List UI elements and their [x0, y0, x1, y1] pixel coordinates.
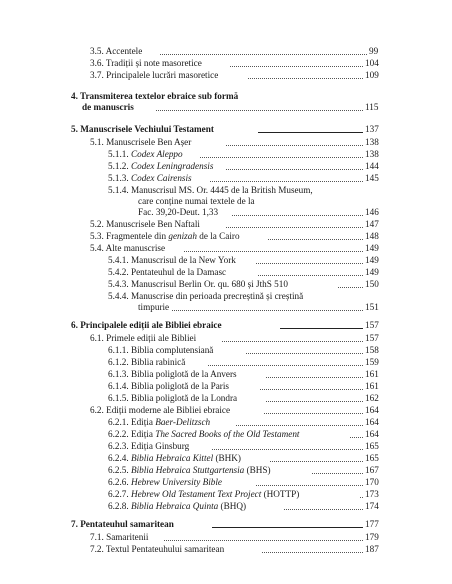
entry-title: Biblia poliglotă de la Anvers: [130, 369, 237, 379]
entry-number: 6.2.4.: [108, 453, 129, 463]
entry-page: 149: [365, 267, 379, 277]
entry-page: 147: [365, 219, 379, 229]
entry-number: 6.: [71, 320, 78, 330]
entry-page: 165: [365, 453, 379, 463]
dot-leader: [350, 437, 363, 438]
toc-entry-5-1-4-cont: [0, 196, 452, 207]
entry-title: Manuscrisul MS. Or. 4445 de la British Museum,: [130, 185, 313, 195]
entry-title-italic: The Sacred Books of the Old Testament: [155, 429, 300, 439]
toc-entry-5-4-4: [0, 291, 452, 302]
toc-entry-6-1: [0, 333, 452, 344]
entry-number: 3.6.: [90, 58, 104, 68]
toc-entry-3-5: [0, 46, 452, 57]
toc-entry-4: [0, 91, 452, 102]
entry-page: 170: [365, 477, 379, 487]
entry-title: Manuscrisul de la New York: [130, 255, 236, 265]
entry-title: Accentele: [105, 46, 143, 56]
toc-entry-5-4: [0, 243, 452, 254]
entry-page: 150: [365, 279, 379, 289]
entry-page: 115: [365, 102, 379, 112]
entry-title-italic: Hebrew University Bible: [130, 477, 222, 487]
entry-number: 6.1.3.: [108, 369, 129, 379]
entry-number: 5.1.1.: [108, 149, 129, 159]
entry-page: 157: [365, 333, 379, 343]
entry-title: Transmiterea textelor ebraice sub formă: [80, 91, 239, 101]
entry-title-cont: timpurie: [138, 302, 170, 312]
entry-title-italic: Baer-Delitzsch: [155, 417, 211, 427]
dot-leader: [210, 181, 363, 182]
entry-number: 5.4.3.: [108, 279, 129, 289]
toc-entry-5-1-2: [0, 161, 452, 172]
entry-number: 6.2.7.: [108, 489, 129, 499]
entry-title-cont: Fac. 39,20-Deut. 1,33: [138, 207, 219, 217]
entry-number: 5.1.2.: [108, 161, 129, 171]
entry-number: 4.: [71, 91, 78, 101]
entry-page: 145: [365, 173, 379, 183]
entry-page: 164: [365, 417, 379, 427]
entry-page: 138: [365, 137, 379, 147]
toc-entry-5-4-4-cont: [0, 302, 452, 313]
dot-leader: [226, 145, 363, 146]
toc-entry-3-6: [0, 58, 452, 69]
entry-title: Ediții moderne ale Bibliei ebraice: [106, 405, 231, 415]
toc-entry-5-3: [0, 231, 452, 242]
dot-leader: [164, 540, 363, 541]
entry-number: 6.1.2.: [108, 357, 129, 367]
entry-title: Textul Pentateuhului samaritean: [105, 544, 225, 554]
toc-entry-6-1-2: [0, 357, 452, 368]
toc-entry-7: [0, 519, 452, 530]
toc-entry-6: [0, 320, 452, 331]
rule-leader: [280, 328, 363, 329]
toc-entry-5-1-4-cont2: [0, 207, 452, 218]
entry-page: 138: [365, 149, 379, 159]
entry-number: 5.2.: [90, 219, 104, 229]
entry-title: Codex Leningradensis: [130, 161, 214, 171]
toc-entry-7-2: [0, 544, 452, 555]
dot-leader: [208, 365, 363, 366]
entry-number: 5.4.4.: [108, 291, 129, 301]
entry-page: 104: [365, 58, 379, 68]
entry-number: 3.7.: [90, 70, 104, 80]
entry-title: Pentateuhul samaritean: [80, 519, 174, 529]
dot-leader: [266, 401, 363, 402]
dot-leader: [264, 413, 363, 414]
entry-number: 6.1.: [90, 333, 104, 343]
entry-number: 6.2.5.: [108, 465, 129, 475]
toc-entry-5-4-2: [0, 267, 452, 278]
rule-leader: [212, 527, 363, 528]
toc-entry-5-2: [0, 219, 452, 230]
entry-page: 148: [365, 231, 379, 241]
dot-leader: [226, 227, 363, 228]
entry-title-italic: Biblia Hebraica Quinta: [130, 501, 219, 511]
entry-number: 6.2.: [90, 405, 104, 415]
entry-page: 164: [365, 429, 379, 439]
entry-page: 177: [365, 519, 379, 529]
dot-leader: [312, 473, 363, 474]
entry-page: 167: [365, 465, 379, 475]
entry-page: 149: [365, 243, 379, 253]
entry-title: Manuscrise din perioada precreștină și creștină: [130, 291, 304, 301]
entry-title: Ediția: [130, 429, 156, 439]
entry-title-post: (BHS): [244, 465, 271, 475]
entry-page: 187: [365, 544, 379, 554]
entry-page: 161: [365, 369, 379, 379]
toc-entry-5-4-3: [0, 279, 452, 290]
toc-entry-6-1-1: [0, 345, 452, 356]
toc-entry-6-1-5: [0, 393, 452, 404]
toc-entry-5-1-3: [0, 173, 452, 184]
dot-leader: [338, 287, 363, 288]
dot-leader: [270, 461, 363, 462]
entry-title: Codex Aleppo: [130, 149, 183, 159]
dot-leader: [184, 251, 363, 252]
dot-leader: [172, 310, 363, 311]
entry-page: 99: [369, 46, 379, 56]
entry-number: 6.1.4.: [108, 381, 129, 391]
entry-title: Codex Cairensis: [130, 173, 192, 183]
dot-leader: [230, 66, 363, 67]
entry-title-cont: de manuscris: [82, 102, 134, 112]
entry-page: 137: [365, 124, 379, 134]
dot-leader: [360, 497, 363, 498]
dot-leader: [258, 275, 363, 276]
toc-entry-6-1-4: [0, 381, 452, 392]
entry-title-italic: Biblia Hebraica Kittel: [130, 453, 214, 463]
entry-number: 6.2.1.: [108, 417, 129, 427]
toc-entry-6-2: [0, 405, 452, 416]
entry-number: 7.2.: [90, 544, 104, 554]
entry-title: Alte manuscrise: [105, 243, 166, 253]
entry-title-cont: care conține numai textele de la: [138, 196, 255, 206]
dot-leader: [248, 78, 363, 79]
entry-title: Pentateuhul de la Damasc: [130, 267, 227, 277]
toc-entry-6-2-1: [0, 417, 452, 428]
entry-page: 159: [365, 357, 379, 367]
entry-number: 6.2.2.: [108, 429, 129, 439]
entry-number: 5.1.4.: [108, 185, 129, 195]
entry-title: Tradiții și note masoretice: [105, 58, 202, 68]
entry-title: Fragmentele din: [106, 231, 169, 241]
entry-title: Samaritenii: [106, 532, 149, 542]
toc-entry-4-cont: [0, 102, 452, 113]
toc-entry-6-2-2: [0, 429, 452, 440]
entry-page: 149: [365, 255, 379, 265]
entry-title-post: de la Cairo: [196, 231, 240, 241]
entry-title-italic: Biblia Hebraica Stuttgartensia: [130, 465, 245, 475]
entry-title: Primele ediții ale Bibliei: [106, 333, 197, 343]
entry-number: 5.4.2.: [108, 267, 129, 277]
entry-page: 161: [365, 381, 379, 391]
dot-leader: [226, 169, 363, 170]
entry-title: Biblia poliglotă de la Paris: [130, 381, 229, 391]
toc-entry-6-2-4: [0, 453, 452, 464]
entry-page: 151: [365, 302, 379, 312]
entry-title: Ediția: [130, 417, 156, 427]
dot-leader: [156, 110, 363, 111]
entry-title-post: (HOTTP): [261, 489, 300, 499]
entry-page: 144: [365, 161, 379, 171]
dot-leader: [262, 552, 363, 553]
entry-title: Manuscrisele Ben Naftali: [106, 219, 200, 229]
entry-title: Biblia poliglotă de la Londra: [130, 393, 238, 403]
entry-number: 6.2.8.: [108, 501, 129, 511]
toc-entry-5-1-4: [0, 185, 452, 196]
entry-page: 173: [365, 489, 379, 499]
dot-leader: [260, 389, 363, 390]
toc-entry-5-4-1: [0, 255, 452, 266]
toc-entry-6-1-3: [0, 369, 452, 380]
dot-leader: [200, 157, 363, 158]
dot-leader: [256, 485, 363, 486]
entry-title: Manuscrisul Berlin Or. qu. 680 și JthS 510: [130, 279, 288, 289]
toc-entry-7-1: [0, 532, 452, 543]
entry-page: 174: [365, 501, 379, 511]
entry-page: 146: [365, 207, 379, 217]
entry-title-post: (BHK): [213, 453, 241, 463]
entry-number: 5.4.1.: [108, 255, 129, 265]
entry-page: 158: [365, 345, 379, 355]
toc-entry-5-1: [0, 137, 452, 148]
entry-title: Manuscrisele Vechiului Testament: [80, 124, 214, 134]
entry-page: 165: [365, 441, 379, 451]
entry-number: 5.1.: [90, 137, 104, 147]
entry-page: 162: [365, 393, 379, 403]
dot-leader: [232, 215, 363, 216]
toc-entry-6-2-3: [0, 441, 452, 452]
entry-number: 6.1.1.: [108, 345, 129, 355]
toc-entry-3-7: [0, 70, 452, 81]
dot-leader: [222, 341, 363, 342]
entry-title: Principalele lucrări masoretice: [106, 70, 219, 80]
entry-number: 6.2.6.: [108, 477, 129, 487]
toc-entry-6-2-6: [0, 477, 452, 488]
dot-leader: [212, 449, 363, 450]
toc-entry-6-2-5: [0, 465, 452, 476]
entry-number: 3.5.: [90, 46, 104, 56]
entry-title: Biblia complutensiană: [130, 345, 214, 355]
dot-leader: [256, 263, 363, 264]
dot-leader: [236, 425, 363, 426]
entry-number: 6.1.5.: [108, 393, 129, 403]
entry-title: Ediția Ginsburg: [130, 441, 190, 451]
entry-number: 6.2.3.: [108, 441, 129, 451]
entry-title: Manuscrisele Ben Așer: [106, 137, 192, 147]
entry-number: 7.: [71, 519, 78, 529]
entry-page: 109: [365, 70, 379, 80]
entry-number: 5.3.: [90, 231, 104, 241]
dot-leader: [160, 54, 367, 55]
toc-entry-6-2-8: [0, 501, 452, 512]
rule-leader: [258, 132, 363, 133]
dot-leader: [246, 353, 363, 354]
entry-page: 157: [365, 320, 379, 330]
dot-leader: [268, 239, 363, 240]
entry-title-italic: Hebrew Old Testament Text Project: [130, 489, 262, 499]
entry-title: Principalele ediții ale Bibliei ebraice: [80, 320, 222, 330]
entry-number: 7.1.: [90, 532, 104, 542]
toc-entry-5-1-1: [0, 149, 452, 160]
entry-page: 179: [365, 532, 379, 542]
entry-number: 5.: [71, 124, 78, 134]
entry-number: 5.4.: [90, 243, 104, 253]
dot-leader: [266, 377, 363, 378]
toc-entry-5: [0, 124, 452, 135]
dot-leader: [284, 509, 363, 510]
entry-number: 5.1.3.: [108, 173, 129, 183]
entry-title-italic: genizah: [168, 231, 197, 241]
entry-title-post: (BHQ): [218, 501, 247, 511]
entry-title: Biblia rabinică: [130, 357, 186, 367]
entry-page: 164: [365, 405, 379, 415]
toc-entry-6-2-7: [0, 489, 452, 500]
